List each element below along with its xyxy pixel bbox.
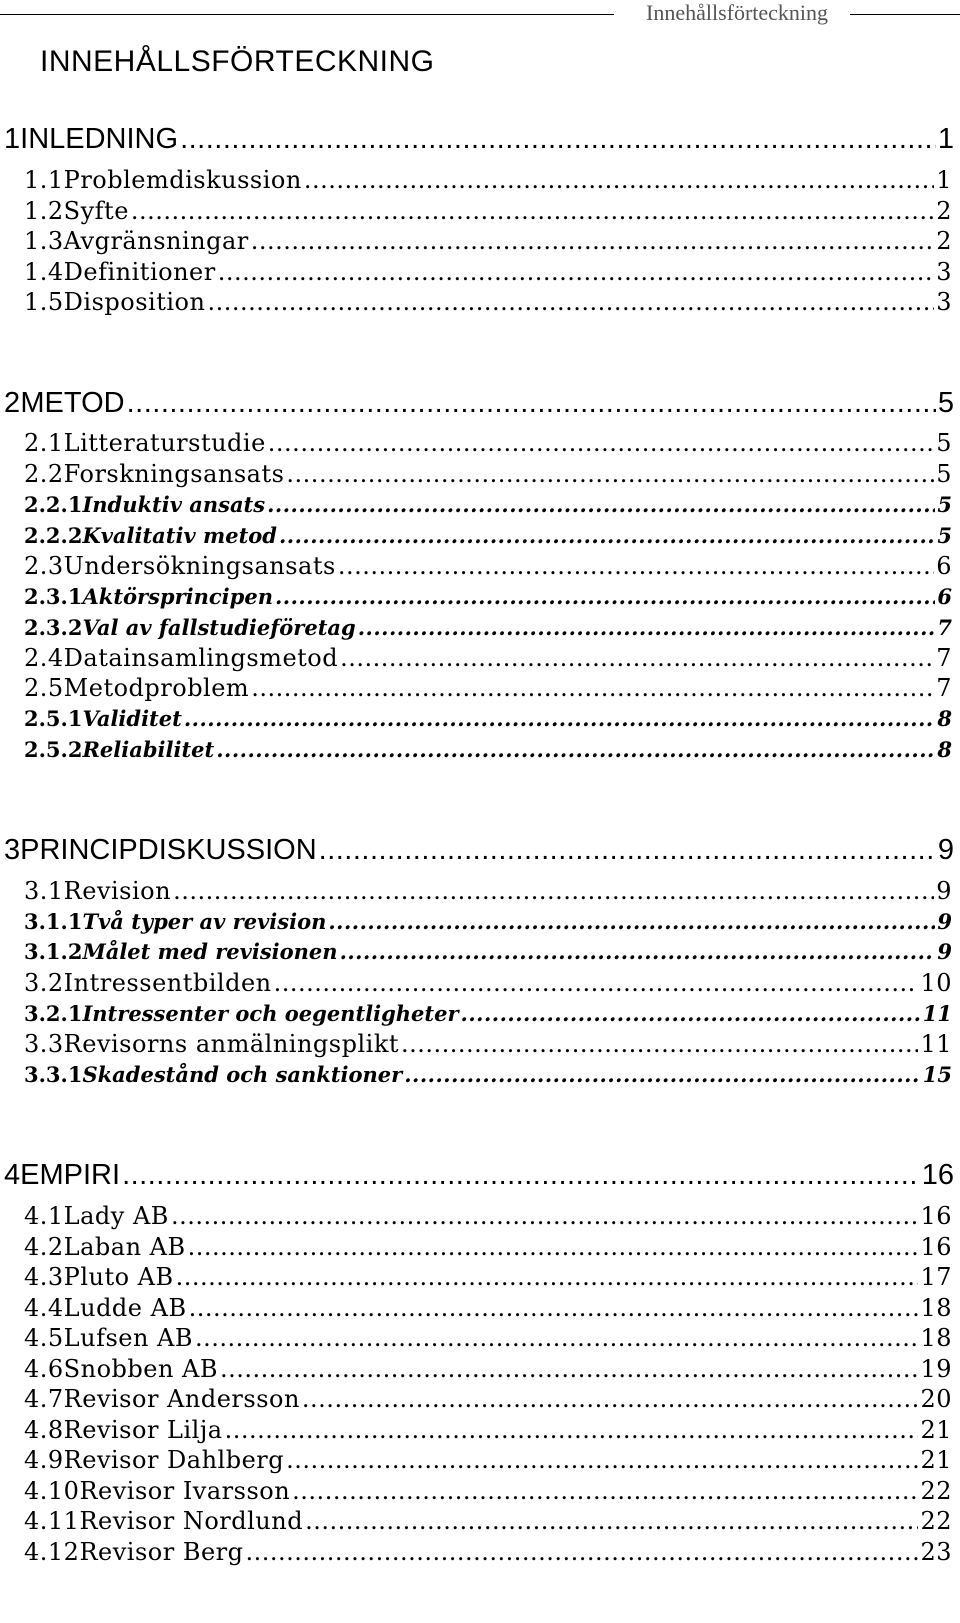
- toc-page-number: 8: [937, 737, 952, 762]
- toc-label: Lufsen AB: [63, 1324, 194, 1352]
- toc-page-number: 5: [937, 523, 952, 548]
- toc-page-number: 17: [920, 1263, 952, 1291]
- toc-entry-3-2[interactable]: [0, 968, 960, 998]
- dot-leader: [267, 490, 935, 520]
- toc-label: Revisor Lilja: [63, 1416, 223, 1444]
- toc-number: 4.12: [24, 1538, 80, 1566]
- toc-page-number: 16: [920, 1233, 952, 1261]
- dot-leader: [338, 551, 934, 581]
- toc-page-number: 7: [937, 615, 952, 640]
- toc-number: 2.5: [24, 674, 64, 702]
- toc-entry-2-5-2[interactable]: [0, 735, 960, 765]
- toc-number: 4: [4, 1159, 21, 1191]
- toc-page-number: 15: [922, 1062, 952, 1087]
- dot-leader: [358, 613, 936, 643]
- toc-page-number: 22: [920, 1477, 952, 1505]
- toc-label: Snobben AB: [63, 1355, 219, 1383]
- toc-label: Lady AB: [63, 1202, 169, 1230]
- toc-entry-4-4[interactable]: [0, 1293, 960, 1323]
- toc-number: 2.2: [24, 460, 64, 488]
- toc-label: Intressentbilden: [63, 969, 272, 997]
- toc-page-number: 7: [936, 674, 952, 702]
- dot-leader: [171, 1201, 919, 1231]
- toc-entry-2-3-1[interactable]: [0, 582, 960, 612]
- toc-entry-1-3[interactable]: [0, 226, 960, 256]
- toc-chapter-2[interactable]: [0, 384, 960, 422]
- toc-label: Målet med revisionen: [82, 939, 338, 964]
- toc-label: EMPIRI: [20, 1159, 121, 1191]
- toc-number: 2: [4, 387, 21, 419]
- toc-label: Validitet: [82, 706, 182, 731]
- dot-leader: [188, 1232, 919, 1262]
- toc-chapter-4[interactable]: [0, 1156, 960, 1194]
- toc-chapter-3[interactable]: [0, 831, 960, 869]
- dot-leader: [195, 1323, 918, 1353]
- toc-entry-2-1[interactable]: [0, 428, 960, 458]
- toc-number: 4.11: [24, 1507, 80, 1535]
- toc-chapter-1[interactable]: [0, 120, 960, 158]
- toc-entry-1-2[interactable]: [0, 196, 960, 226]
- toc-entry-1-4[interactable]: [0, 257, 960, 287]
- toc-entry-3-3-1[interactable]: [0, 1060, 960, 1090]
- toc-page-number: 21: [920, 1446, 952, 1474]
- dot-leader: [304, 165, 934, 195]
- toc-page-number: 5: [937, 492, 952, 517]
- toc-number: 4.7: [24, 1385, 64, 1413]
- dot-leader: [286, 459, 934, 489]
- toc-number: 1.2: [24, 197, 64, 225]
- dot-leader: [305, 1506, 918, 1536]
- toc-number: 2.3: [24, 552, 64, 580]
- toc-page-number: 19: [920, 1355, 952, 1383]
- toc-number: 1.1: [24, 166, 64, 194]
- dot-leader: [328, 907, 935, 937]
- toc-page-number: 18: [920, 1294, 952, 1322]
- toc-number: 4.5: [24, 1324, 64, 1352]
- toc-label: Ludde AB: [63, 1294, 187, 1322]
- toc-title: INNEHÅLLSFÖRTECKNING: [40, 45, 435, 78]
- toc-label: Intressenter och oegentligheter: [82, 1001, 459, 1026]
- toc-number: 2.3.1: [24, 584, 83, 609]
- dot-leader: [218, 257, 935, 287]
- toc-number: 3.1.2: [24, 939, 83, 964]
- dot-leader: [292, 1476, 918, 1506]
- toc-label: Undersökningsansats: [63, 552, 336, 580]
- dot-leader: [225, 1415, 919, 1445]
- dot-leader: [302, 1384, 919, 1414]
- toc-page-number: 9: [937, 939, 952, 964]
- dot-leader: [404, 1060, 921, 1090]
- running-header: Innehållsförteckning: [646, 0, 829, 25]
- toc-page-number: 6: [936, 552, 952, 580]
- header-rule-left: [0, 14, 614, 15]
- toc-number: 2.3.2: [24, 615, 83, 640]
- dot-leader: [207, 287, 934, 317]
- dot-leader: [246, 1537, 919, 1567]
- toc-number: 4.3: [24, 1263, 64, 1291]
- toc-entry-4-5[interactable]: [0, 1323, 960, 1353]
- toc-page-number: 9: [937, 909, 952, 934]
- toc-page-number: 16: [920, 1202, 952, 1230]
- toc-page-number: 18: [920, 1324, 952, 1352]
- toc-page-number: 5: [936, 429, 952, 457]
- dot-leader: [319, 831, 936, 869]
- dot-leader: [180, 120, 936, 158]
- toc-page-number: 20: [920, 1385, 952, 1413]
- toc-label: Forskningsansats: [63, 460, 285, 488]
- dot-leader: [184, 704, 936, 734]
- toc-entry-4-8[interactable]: [0, 1415, 960, 1445]
- toc-entry-3-1-2[interactable]: [0, 937, 960, 967]
- header-rule-right: [850, 14, 960, 15]
- toc-entry-4-1[interactable]: [0, 1201, 960, 1231]
- toc-number: 4.10: [24, 1477, 80, 1505]
- toc-page-number: 21: [920, 1416, 952, 1444]
- toc-page-number: 5: [936, 460, 952, 488]
- toc-number: 2.4: [24, 644, 64, 672]
- toc-page-number: 1: [937, 123, 954, 155]
- dot-leader: [127, 384, 936, 422]
- toc-page-number: 16: [921, 1159, 954, 1191]
- toc-entry-4-3[interactable]: [0, 1262, 960, 1292]
- toc-entry-2-2[interactable]: [0, 459, 960, 489]
- toc-number: 4.6: [24, 1355, 64, 1383]
- toc-label: Två typer av revision: [82, 909, 327, 934]
- toc-label: Problemdiskussion: [63, 166, 302, 194]
- toc-page-number: 11: [920, 1030, 952, 1058]
- toc-entry-4-12[interactable]: [0, 1537, 960, 1567]
- toc-label: Pluto AB: [63, 1263, 174, 1291]
- dot-leader: [340, 937, 936, 967]
- toc-entry-3-2-1[interactable]: [0, 999, 960, 1029]
- toc-page-number: 3: [936, 288, 952, 316]
- toc-page-number: 6: [937, 584, 952, 609]
- dot-leader: [268, 428, 934, 458]
- toc-entry-1-5[interactable]: [0, 287, 960, 317]
- dot-leader: [176, 1262, 919, 1292]
- dot-leader: [274, 968, 919, 998]
- toc-entry-2-3[interactable]: [0, 551, 960, 581]
- dot-leader: [189, 1293, 919, 1323]
- toc-page-number: 9: [936, 877, 952, 905]
- dot-leader: [216, 735, 935, 765]
- toc-number: 3.2: [24, 969, 64, 997]
- toc-label: Syfte: [63, 197, 129, 225]
- toc-label: Laban AB: [63, 1233, 186, 1261]
- toc-label: Revisor Dahlberg: [63, 1446, 285, 1474]
- toc-label: Revisor Berg: [79, 1538, 244, 1566]
- toc-label: Val av fallstudieföretag: [82, 615, 356, 640]
- toc-number: 4.1: [24, 1202, 64, 1230]
- toc-label: METOD: [20, 387, 125, 419]
- dot-leader: [340, 643, 934, 673]
- toc-entry-4-10[interactable]: [0, 1476, 960, 1506]
- toc-page-number: 9: [937, 834, 954, 866]
- toc-label: Revision: [63, 877, 172, 905]
- dot-leader: [122, 1156, 920, 1194]
- toc-number: 2.1: [24, 429, 64, 457]
- toc-label: Revisor Andersson: [63, 1385, 300, 1413]
- toc-page-number: 22: [920, 1507, 952, 1535]
- toc-number: 2.2.2: [24, 523, 83, 548]
- toc-entry-4-11[interactable]: [0, 1506, 960, 1536]
- toc-entry-3-1-1[interactable]: [0, 907, 960, 937]
- toc-entry-4-2[interactable]: [0, 1232, 960, 1262]
- toc-page-number: 5: [937, 387, 954, 419]
- dot-leader: [279, 521, 935, 551]
- toc-number: 4.2: [24, 1233, 64, 1261]
- toc-page-number: 23: [920, 1538, 952, 1566]
- toc-label: Aktörsprincipen: [82, 584, 273, 609]
- toc-label: Avgränsningar: [63, 227, 249, 255]
- toc-number: 1.5: [24, 288, 64, 316]
- toc-page-number: 8: [937, 706, 952, 731]
- toc-page-number: 1: [936, 166, 952, 194]
- toc-label: Reliabilitet: [82, 737, 215, 762]
- toc-number: 1.3: [24, 227, 64, 255]
- toc-label: Disposition: [63, 288, 206, 316]
- toc-entry-4-6[interactable]: [0, 1354, 960, 1384]
- toc-label: Datainsamlingsmetod: [63, 644, 339, 672]
- toc-entry-2-5[interactable]: [0, 673, 960, 703]
- toc-number: 3.3.1: [24, 1062, 83, 1087]
- dot-leader: [173, 876, 934, 906]
- toc-entry-2-5-1[interactable]: [0, 704, 960, 734]
- dot-leader: [275, 582, 935, 612]
- toc-entry-1-1[interactable]: [0, 165, 960, 195]
- toc-label: Litteraturstudie: [63, 429, 266, 457]
- toc-label: PRINCIPDISKUSSION: [20, 834, 317, 866]
- toc-number: 1.4: [24, 258, 64, 286]
- toc-number: 4.9: [24, 1446, 64, 1474]
- toc-entry-2-3-2[interactable]: [0, 613, 960, 643]
- dot-leader: [286, 1445, 918, 1475]
- toc-label: Revisorns anmälningsplikt: [63, 1030, 399, 1058]
- toc-number: 1: [4, 123, 21, 155]
- toc-label: Revisor Ivarsson: [79, 1477, 291, 1505]
- toc-entry-4-9[interactable]: [0, 1445, 960, 1475]
- dot-leader: [131, 196, 934, 226]
- toc-number: 2.5.1: [24, 706, 83, 731]
- toc-label: Induktiv ansats: [82, 492, 266, 517]
- toc-number: 3.1.1: [24, 909, 83, 934]
- toc-page-number: 11: [922, 1001, 952, 1026]
- toc-entry-2-2-2[interactable]: [0, 521, 960, 551]
- dot-leader: [220, 1354, 918, 1384]
- toc-label: Skadestånd och sanktioner: [82, 1062, 403, 1087]
- toc-number: 3: [4, 834, 21, 866]
- toc-page-number: 7: [936, 644, 952, 672]
- toc-number: 3.3: [24, 1030, 64, 1058]
- toc-entry-3-1[interactable]: [0, 876, 960, 906]
- toc-entry-2-2-1[interactable]: [0, 490, 960, 520]
- dot-leader: [251, 226, 934, 256]
- toc-label: Metodproblem: [63, 674, 250, 702]
- toc-page-number: 2: [936, 227, 952, 255]
- dot-leader: [461, 999, 921, 1029]
- dot-leader: [401, 1029, 918, 1059]
- toc-page-number: 3: [936, 258, 952, 286]
- toc-number: 4.8: [24, 1416, 64, 1444]
- toc-label: INLEDNING: [20, 123, 179, 155]
- toc-number: 2.5.2: [24, 737, 83, 762]
- toc-label: Definitioner: [63, 258, 216, 286]
- toc-entry-2-4[interactable]: [0, 643, 960, 673]
- toc-number: 2.2.1: [24, 492, 83, 517]
- toc-label: Kvalitativ metod: [82, 523, 277, 548]
- toc-number: 3.2.1: [24, 1001, 83, 1026]
- toc-page-number: 10: [920, 969, 952, 997]
- toc-page-number: 2: [936, 197, 952, 225]
- toc-number: 4.4: [24, 1294, 64, 1322]
- toc-entry-4-7[interactable]: [0, 1384, 960, 1414]
- toc-label: Revisor Nordlund: [79, 1507, 304, 1535]
- dot-leader: [251, 673, 934, 703]
- toc-entry-3-3[interactable]: [0, 1029, 960, 1059]
- toc-number: 3.1: [24, 877, 64, 905]
